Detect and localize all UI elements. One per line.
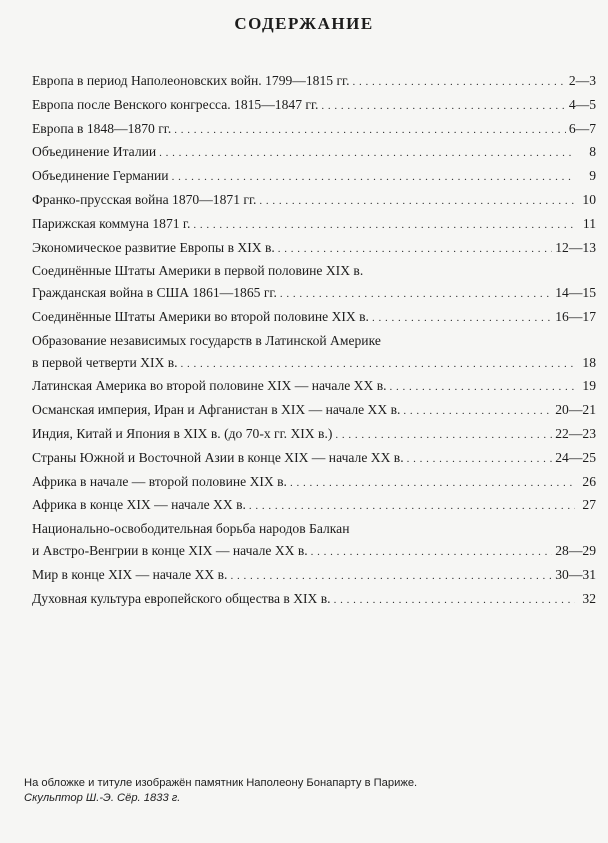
toc-entry (32, 518, 596, 540)
dot-leader (403, 399, 552, 423)
toc-entry-page: 11 (582, 215, 596, 231)
toc-entry (32, 471, 596, 495)
toc-entry-title: Образование независимых государств в Латинской Америке (32, 332, 381, 348)
toc-entry-title: в первой четверти XIX в. (32, 354, 178, 370)
toc-entry-title: Экономическое развитие Европы в XIX в. (32, 239, 275, 255)
toc-entry-page: 10 (582, 191, 596, 207)
toc-entry-page: 9 (589, 168, 596, 184)
toc-entry-page: 12—13 (555, 239, 596, 255)
toc-entry (32, 141, 596, 165)
toc-entry-page: 28—29 (555, 542, 596, 558)
toc-entry-title: Гражданская война в США 1861—1865 гг. (32, 285, 277, 301)
toc-entry (32, 588, 596, 612)
toc-entry-title: Объединение Италии (32, 144, 157, 160)
dot-leader (181, 352, 575, 376)
toc-entry (32, 399, 596, 423)
toc-entry (32, 423, 596, 447)
toc-entry (32, 189, 596, 213)
toc-entry (32, 306, 596, 330)
sculptor-credit: Скульптор Ш.-Э. Сёр. 1833 г. (24, 792, 181, 804)
toc-entry-page: 6—7 (568, 120, 596, 136)
toc-entry-title: Парижская коммуна 1871 г. (32, 215, 191, 231)
dot-leader (159, 141, 575, 165)
dot-leader (390, 375, 575, 399)
toc-entry-page: 24—25 (555, 449, 596, 465)
toc-entry-page: 8 (589, 144, 596, 160)
toc-entry-page: 26 (582, 473, 596, 489)
toc-entry-title: Страны Южной и Восточной Азии в конце XIX — начале XX в. (32, 449, 404, 465)
toc-entry-page: 32 (582, 590, 596, 606)
toc-entry (32, 330, 596, 352)
dot-leader (278, 237, 552, 261)
toc-entry (32, 352, 596, 376)
toc-entry (32, 375, 596, 399)
cover-caption: На обложке и титуле изображён памятник Наполеону Бонапарту в Париже. (24, 777, 418, 789)
toc-entry-title: Европа в 1848—1870 гг. (32, 120, 172, 136)
toc-entry (32, 165, 596, 189)
toc-entry-title: Османская империя, Иран и Афганистан в XIX — начале XX в. (32, 402, 401, 418)
toc-entry-title: Индия, Китай и Япония в XIX в. (до 70-х гг. XIX в.) (32, 425, 333, 441)
toc-entry-title: Мир в конце XIX — начале XX в. (32, 566, 228, 582)
toc-entry (32, 260, 596, 282)
dot-leader (372, 306, 552, 330)
dot-leader (290, 471, 575, 495)
toc-entry-title: Духовная культура европейского общества в XIX в. (32, 590, 331, 606)
toc-entry-title: Объединение Германии (32, 168, 169, 184)
toc-entry (32, 447, 596, 471)
toc-entry (32, 564, 596, 588)
dot-leader (280, 282, 552, 306)
toc-entry-title: Африка в конце XIX — начале XX в. (32, 497, 246, 513)
table-of-contents (32, 70, 596, 611)
dot-leader (193, 213, 575, 237)
toc-entry-page: 30—31 (555, 566, 596, 582)
page-title: СОДЕРЖАНИЕ (234, 14, 374, 33)
toc-entry (32, 282, 596, 306)
toc-entry-title: Европа в период Наполеоновских войн. 1799—1815 гг. (32, 73, 350, 88)
toc-entry-page: 14—15 (555, 285, 596, 301)
toc-entry (32, 540, 596, 564)
dot-leader (249, 494, 575, 518)
toc-entry (32, 70, 596, 94)
toc-entry-title: Национально-освободительная борьба народов Балкан (32, 521, 350, 537)
toc-entry-title: Соединённые Штаты Америки во второй половине XIX в. (32, 308, 369, 324)
cover-note (24, 776, 417, 806)
dot-leader (311, 540, 553, 564)
dot-leader (335, 423, 552, 447)
toc-entry (32, 94, 596, 118)
toc-entry-page: 19 (582, 378, 596, 394)
dot-leader (334, 588, 575, 612)
toc-entry-title: и Австро-Венгрии в конце XIX — начале XX в. (32, 542, 308, 558)
toc-entry-title: Франко-прусская война 1870—1871 гг. (32, 191, 257, 207)
dot-leader (321, 94, 565, 118)
dot-leader (259, 189, 575, 213)
toc-entry-title: Соединённые Штаты Америки в первой половине XIX в. (32, 263, 364, 279)
toc-entry-page: 2—3 (568, 73, 596, 88)
toc-entry-title: Латинская Америка во второй половине XIX — начале XX в. (32, 378, 387, 394)
toc-entry (32, 118, 596, 142)
toc-entry-page: 18 (582, 354, 596, 370)
dot-leader (174, 118, 566, 142)
toc-entry-page: 16—17 (555, 308, 596, 324)
toc-entry-title: Африка в начале — второй половине XIX в. (32, 473, 287, 489)
dot-leader (230, 564, 552, 588)
toc-entry-page: 20—21 (555, 402, 596, 418)
toc-entry (32, 494, 596, 518)
toc-entry (32, 237, 596, 261)
toc-entry-title: Европа после Венского конгресса. 1815—1847 гг. (32, 96, 319, 112)
dot-leader (172, 165, 575, 189)
toc-entry-page: 27 (582, 497, 596, 513)
dot-leader (407, 447, 553, 471)
toc-entry-page: 4—5 (568, 96, 596, 112)
dot-leader (353, 70, 566, 94)
toc-entry (32, 213, 596, 237)
toc-entry-page: 22—23 (555, 425, 596, 441)
